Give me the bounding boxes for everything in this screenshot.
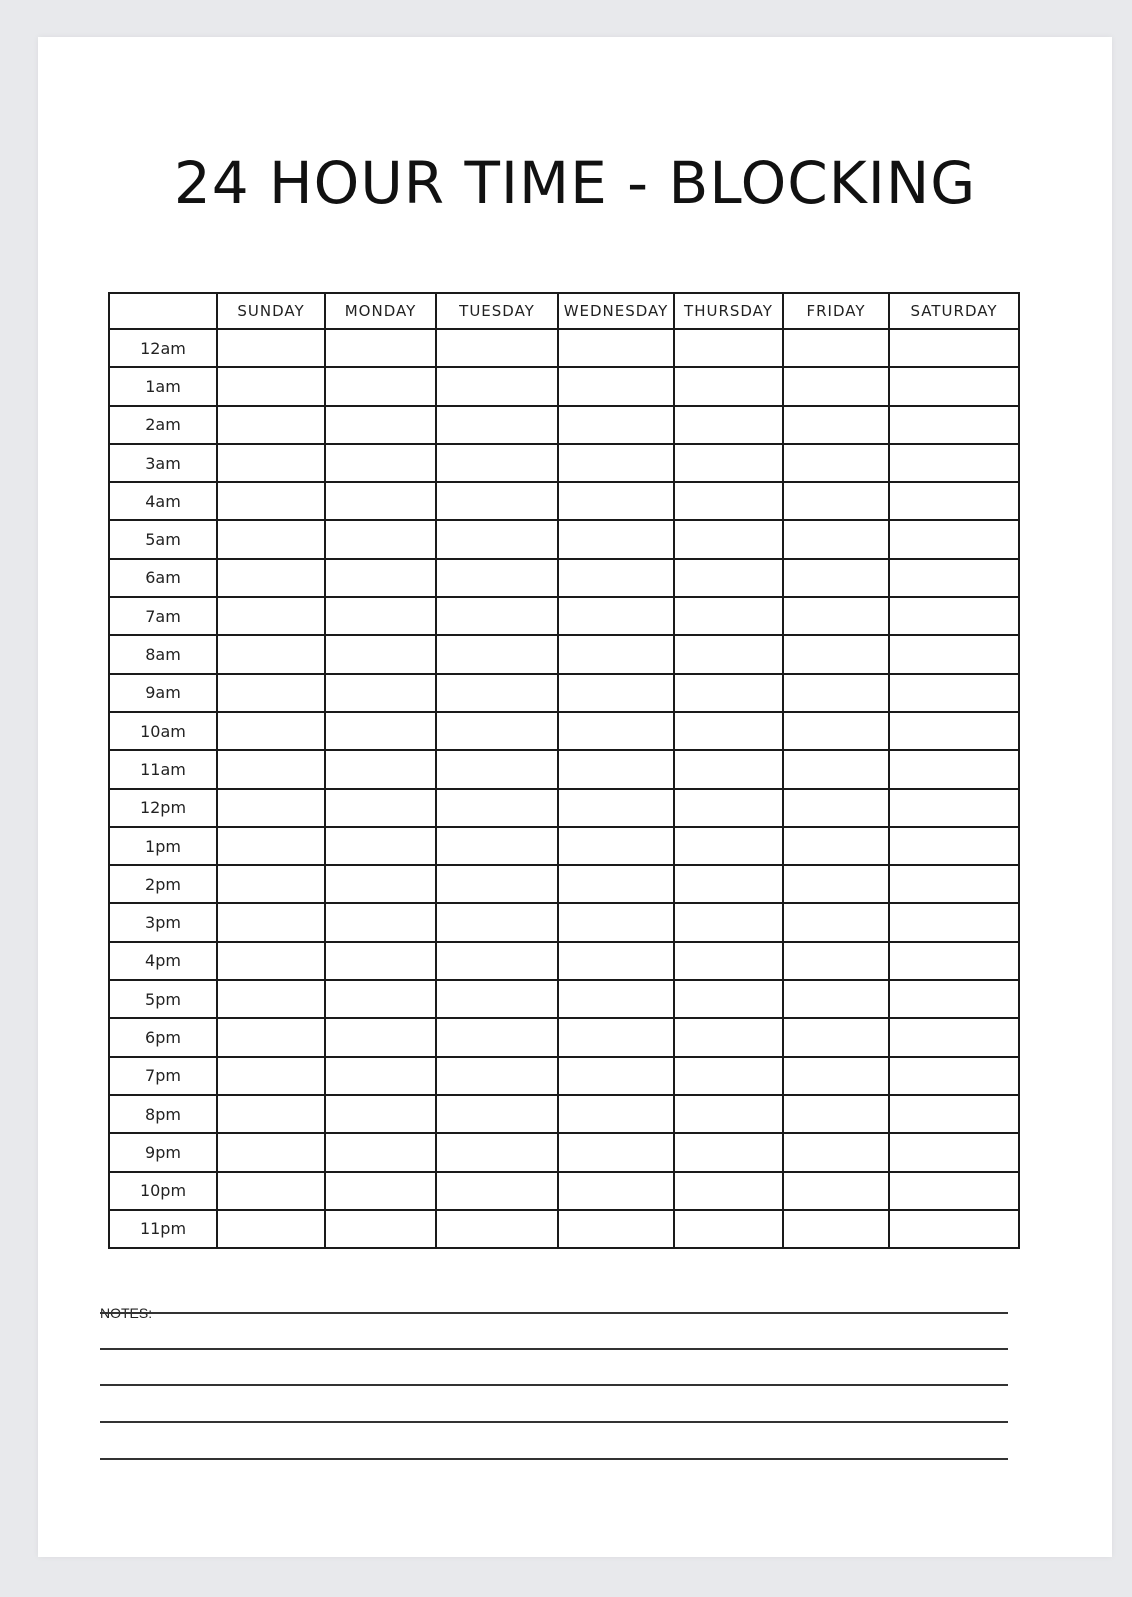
time-block-cell-sunday[interactable] xyxy=(217,674,325,712)
time-block-cell-friday[interactable] xyxy=(783,597,889,635)
time-block-cell-thursday[interactable] xyxy=(674,827,783,865)
time-block-cell-wednesday[interactable] xyxy=(558,712,674,750)
time-block-cell-tuesday[interactable] xyxy=(436,444,558,482)
time-block-cell-friday[interactable] xyxy=(783,444,889,482)
time-block-cell-thursday[interactable] xyxy=(674,329,783,367)
time-block-cell-sunday[interactable] xyxy=(217,1018,325,1056)
time-label: 11pm xyxy=(109,1210,217,1248)
time-block-cell-wednesday[interactable] xyxy=(558,674,674,712)
time-block-cell-wednesday[interactable] xyxy=(558,903,674,941)
time-block-cell-monday[interactable] xyxy=(325,827,436,865)
time-label: 9pm xyxy=(109,1133,217,1171)
time-blocking-table xyxy=(108,292,1020,1249)
time-block-cell-sunday[interactable] xyxy=(217,1172,325,1210)
time-block-cell-tuesday[interactable] xyxy=(436,597,558,635)
corner-cell xyxy=(109,293,217,329)
table-row xyxy=(109,674,1019,712)
time-block-cell-tuesday[interactable] xyxy=(436,1172,558,1210)
time-label: 6pm xyxy=(109,1018,217,1056)
table-row xyxy=(109,750,1019,788)
time-block-cell-tuesday[interactable] xyxy=(436,559,558,597)
time-block-cell-monday[interactable] xyxy=(325,674,436,712)
time-block-cell-friday[interactable] xyxy=(783,1210,889,1248)
time-block-cell-tuesday[interactable] xyxy=(436,635,558,673)
time-block-cell-sunday[interactable] xyxy=(217,482,325,520)
time-block-cell-wednesday[interactable] xyxy=(558,1133,674,1171)
time-label: 5am xyxy=(109,520,217,558)
time-block-cell-saturday[interactable] xyxy=(889,329,1019,367)
table-row xyxy=(109,865,1019,903)
time-block-cell-saturday[interactable] xyxy=(889,789,1019,827)
time-block-cell-monday[interactable] xyxy=(325,597,436,635)
time-block-cell-saturday[interactable] xyxy=(889,1095,1019,1133)
time-block-cell-wednesday[interactable] xyxy=(558,329,674,367)
time-label: 12pm xyxy=(109,789,217,827)
time-block-cell-saturday[interactable] xyxy=(889,674,1019,712)
time-block-cell-monday[interactable] xyxy=(325,1095,436,1133)
time-block-cell-monday[interactable] xyxy=(325,1057,436,1095)
time-block-cell-sunday[interactable] xyxy=(217,406,325,444)
table-row xyxy=(109,444,1019,482)
time-block-cell-thursday[interactable] xyxy=(674,1095,783,1133)
time-block-cell-tuesday[interactable] xyxy=(436,827,558,865)
time-block-cell-thursday[interactable] xyxy=(674,1172,783,1210)
time-label: 9am xyxy=(109,674,217,712)
day-header-wednesday: WEDNESDAY xyxy=(558,293,674,329)
time-block-cell-wednesday[interactable] xyxy=(558,865,674,903)
time-label: 7am xyxy=(109,597,217,635)
time-block-cell-tuesday[interactable] xyxy=(436,482,558,520)
time-block-cell-saturday[interactable] xyxy=(889,520,1019,558)
time-block-cell-saturday[interactable] xyxy=(889,1210,1019,1248)
table-row xyxy=(109,559,1019,597)
time-block-cell-thursday[interactable] xyxy=(674,903,783,941)
time-label: 4am xyxy=(109,482,217,520)
time-block-cell-tuesday[interactable] xyxy=(436,903,558,941)
time-block-cell-monday[interactable] xyxy=(325,1133,436,1171)
time-block-cell-saturday[interactable] xyxy=(889,1057,1019,1095)
table-row xyxy=(109,406,1019,444)
table-row xyxy=(109,1133,1019,1171)
time-block-cell-thursday[interactable] xyxy=(674,559,783,597)
time-block-cell-friday[interactable] xyxy=(783,559,889,597)
time-block-cell-saturday[interactable] xyxy=(889,482,1019,520)
time-block-cell-saturday[interactable] xyxy=(889,942,1019,980)
notes-line[interactable] xyxy=(100,1348,1008,1350)
day-header-friday: FRIDAY xyxy=(783,293,889,329)
time-block-cell-tuesday[interactable] xyxy=(436,329,558,367)
table-row xyxy=(109,1095,1019,1133)
table-row xyxy=(109,1210,1019,1248)
time-block-cell-friday[interactable] xyxy=(783,942,889,980)
time-block-cell-friday[interactable] xyxy=(783,1018,889,1056)
time-block-cell-friday[interactable] xyxy=(783,712,889,750)
table-row xyxy=(109,1018,1019,1056)
time-block-cell-thursday[interactable] xyxy=(674,367,783,405)
day-header-saturday: SATURDAY xyxy=(889,293,1019,329)
page-title: 24 HOUR TIME - BLOCKING xyxy=(173,149,977,217)
time-label: 7pm xyxy=(109,1057,217,1095)
time-block-cell-thursday[interactable] xyxy=(674,1018,783,1056)
time-block-cell-monday[interactable] xyxy=(325,559,436,597)
table-row xyxy=(109,1057,1019,1095)
time-label: 1pm xyxy=(109,827,217,865)
time-block-cell-saturday[interactable] xyxy=(889,1172,1019,1210)
table-row xyxy=(109,980,1019,1018)
time-block-cell-thursday[interactable] xyxy=(674,980,783,1018)
time-block-cell-monday[interactable] xyxy=(325,329,436,367)
notes-line[interactable] xyxy=(100,1458,1008,1460)
planner-sheet xyxy=(38,37,1112,1557)
time-block-cell-monday[interactable] xyxy=(325,712,436,750)
time-block-cell-thursday[interactable] xyxy=(674,1057,783,1095)
day-header-thursday: THURSDAY xyxy=(674,293,783,329)
time-block-cell-friday[interactable] xyxy=(783,482,889,520)
time-block-cell-friday[interactable] xyxy=(783,1095,889,1133)
time-block-cell-wednesday[interactable] xyxy=(558,1095,674,1133)
time-block-cell-tuesday[interactable] xyxy=(436,980,558,1018)
table-row xyxy=(109,367,1019,405)
time-block-cell-tuesday[interactable] xyxy=(436,674,558,712)
time-block-cell-monday[interactable] xyxy=(325,865,436,903)
time-block-cell-monday[interactable] xyxy=(325,1210,436,1248)
time-label: 12am xyxy=(109,329,217,367)
time-block-cell-wednesday[interactable] xyxy=(558,482,674,520)
time-block-cell-thursday[interactable] xyxy=(674,444,783,482)
time-block-cell-sunday[interactable] xyxy=(217,980,325,1018)
time-block-cell-sunday[interactable] xyxy=(217,712,325,750)
time-label: 11am xyxy=(109,750,217,788)
table-row xyxy=(109,329,1019,367)
time-block-cell-wednesday[interactable] xyxy=(558,635,674,673)
time-block-cell-wednesday[interactable] xyxy=(558,520,674,558)
time-block-cell-sunday[interactable] xyxy=(217,520,325,558)
time-block-cell-monday[interactable] xyxy=(325,1018,436,1056)
time-block-cell-thursday[interactable] xyxy=(674,406,783,444)
time-block-cell-friday[interactable] xyxy=(783,1133,889,1171)
time-block-cell-friday[interactable] xyxy=(783,903,889,941)
time-block-cell-saturday[interactable] xyxy=(889,865,1019,903)
time-block-cell-friday[interactable] xyxy=(783,1057,889,1095)
time-block-cell-saturday[interactable] xyxy=(889,1018,1019,1056)
time-block-cell-friday[interactable] xyxy=(783,980,889,1018)
time-block-cell-tuesday[interactable] xyxy=(436,520,558,558)
time-block-cell-saturday[interactable] xyxy=(889,980,1019,1018)
time-block-cell-monday[interactable] xyxy=(325,635,436,673)
time-block-cell-wednesday[interactable] xyxy=(558,1172,674,1210)
time-block-cell-sunday[interactable] xyxy=(217,1133,325,1171)
time-block-cell-wednesday[interactable] xyxy=(558,597,674,635)
table-row xyxy=(109,520,1019,558)
time-block-cell-thursday[interactable] xyxy=(674,750,783,788)
time-block-cell-sunday[interactable] xyxy=(217,942,325,980)
table-row xyxy=(109,827,1019,865)
time-block-cell-friday[interactable] xyxy=(783,827,889,865)
time-block-cell-monday[interactable] xyxy=(325,789,436,827)
notes-line[interactable] xyxy=(100,1312,1008,1314)
time-block-cell-saturday[interactable] xyxy=(889,635,1019,673)
time-block-cell-thursday[interactable] xyxy=(674,482,783,520)
time-block-cell-wednesday[interactable] xyxy=(558,1057,674,1095)
time-block-cell-thursday[interactable] xyxy=(674,942,783,980)
time-block-cell-friday[interactable] xyxy=(783,367,889,405)
time-block-cell-thursday[interactable] xyxy=(674,597,783,635)
time-block-cell-saturday[interactable] xyxy=(889,827,1019,865)
time-block-cell-saturday[interactable] xyxy=(889,903,1019,941)
notes-line[interactable] xyxy=(100,1421,1008,1423)
time-block-cell-sunday[interactable] xyxy=(217,559,325,597)
time-block-cell-friday[interactable] xyxy=(783,750,889,788)
time-block-cell-saturday[interactable] xyxy=(889,559,1019,597)
time-block-cell-sunday[interactable] xyxy=(217,635,325,673)
time-block-cell-thursday[interactable] xyxy=(674,1210,783,1248)
table-row xyxy=(109,942,1019,980)
time-block-cell-saturday[interactable] xyxy=(889,1133,1019,1171)
time-block-cell-sunday[interactable] xyxy=(217,1210,325,1248)
time-label: 8am xyxy=(109,635,217,673)
time-block-cell-monday[interactable] xyxy=(325,406,436,444)
time-block-cell-wednesday[interactable] xyxy=(558,406,674,444)
time-block-cell-wednesday[interactable] xyxy=(558,980,674,1018)
notes-line[interactable] xyxy=(100,1384,1008,1386)
time-block-cell-wednesday[interactable] xyxy=(558,827,674,865)
time-block-cell-monday[interactable] xyxy=(325,750,436,788)
table-row xyxy=(109,789,1019,827)
time-block-cell-tuesday[interactable] xyxy=(436,1210,558,1248)
time-block-cell-friday[interactable] xyxy=(783,865,889,903)
time-block-cell-tuesday[interactable] xyxy=(436,1133,558,1171)
time-block-cell-sunday[interactable] xyxy=(217,827,325,865)
time-label: 8pm xyxy=(109,1095,217,1133)
notes-label: NOTES: xyxy=(100,1305,153,1321)
table-row xyxy=(109,712,1019,750)
table-row xyxy=(109,903,1019,941)
time-label: 10pm xyxy=(109,1172,217,1210)
time-block-cell-thursday[interactable] xyxy=(674,674,783,712)
time-label: 6am xyxy=(109,559,217,597)
time-block-cell-thursday[interactable] xyxy=(674,712,783,750)
time-block-cell-monday[interactable] xyxy=(325,520,436,558)
time-block-cell-monday[interactable] xyxy=(325,903,436,941)
time-block-cell-saturday[interactable] xyxy=(889,444,1019,482)
time-block-cell-tuesday[interactable] xyxy=(436,712,558,750)
time-block-cell-monday[interactable] xyxy=(325,980,436,1018)
time-label: 2am xyxy=(109,406,217,444)
time-block-cell-monday[interactable] xyxy=(325,482,436,520)
time-block-cell-wednesday[interactable] xyxy=(558,559,674,597)
time-block-cell-sunday[interactable] xyxy=(217,444,325,482)
time-block-cell-tuesday[interactable] xyxy=(436,789,558,827)
time-block-cell-monday[interactable] xyxy=(325,942,436,980)
time-block-cell-friday[interactable] xyxy=(783,329,889,367)
table-row xyxy=(109,597,1019,635)
day-header-sunday: SUNDAY xyxy=(217,293,325,329)
time-block-cell-sunday[interactable] xyxy=(217,789,325,827)
time-block-cell-friday[interactable] xyxy=(783,520,889,558)
time-block-cell-sunday[interactable] xyxy=(217,865,325,903)
time-block-cell-tuesday[interactable] xyxy=(436,1018,558,1056)
time-label: 4pm xyxy=(109,942,217,980)
time-block-cell-saturday[interactable] xyxy=(889,597,1019,635)
time-block-cell-sunday[interactable] xyxy=(217,1095,325,1133)
time-block-cell-friday[interactable] xyxy=(783,674,889,712)
time-block-cell-tuesday[interactable] xyxy=(436,865,558,903)
time-block-cell-tuesday[interactable] xyxy=(436,1095,558,1133)
time-block-cell-tuesday[interactable] xyxy=(436,406,558,444)
time-block-cell-thursday[interactable] xyxy=(674,789,783,827)
time-block-cell-sunday[interactable] xyxy=(217,750,325,788)
time-block-cell-wednesday[interactable] xyxy=(558,1210,674,1248)
day-header-tuesday: TUESDAY xyxy=(436,293,558,329)
time-label: 3am xyxy=(109,444,217,482)
time-block-cell-tuesday[interactable] xyxy=(436,1057,558,1095)
table-row xyxy=(109,1172,1019,1210)
time-block-cell-friday[interactable] xyxy=(783,635,889,673)
time-label: 1am xyxy=(109,367,217,405)
time-block-cell-saturday[interactable] xyxy=(889,367,1019,405)
time-label: 3pm xyxy=(109,903,217,941)
time-block-cell-thursday[interactable] xyxy=(674,520,783,558)
time-label: 10am xyxy=(109,712,217,750)
time-block-cell-friday[interactable] xyxy=(783,406,889,444)
header-row xyxy=(109,293,1019,329)
time-block-cell-sunday[interactable] xyxy=(217,367,325,405)
time-label: 2pm xyxy=(109,865,217,903)
time-block-cell-wednesday[interactable] xyxy=(558,750,674,788)
time-block-cell-tuesday[interactable] xyxy=(436,750,558,788)
table-body xyxy=(109,329,1019,1248)
time-label: 5pm xyxy=(109,980,217,1018)
table-row xyxy=(109,635,1019,673)
time-block-cell-sunday[interactable] xyxy=(217,329,325,367)
time-block-cell-monday[interactable] xyxy=(325,367,436,405)
time-block-cell-tuesday[interactable] xyxy=(436,942,558,980)
time-block-cell-friday[interactable] xyxy=(783,789,889,827)
time-block-cell-wednesday[interactable] xyxy=(558,789,674,827)
time-block-cell-saturday[interactable] xyxy=(889,750,1019,788)
time-block-cell-monday[interactable] xyxy=(325,1172,436,1210)
time-block-cell-tuesday[interactable] xyxy=(436,367,558,405)
time-block-cell-thursday[interactable] xyxy=(674,635,783,673)
time-block-cell-sunday[interactable] xyxy=(217,1057,325,1095)
time-block-cell-sunday[interactable] xyxy=(217,597,325,635)
day-header-monday: MONDAY xyxy=(325,293,436,329)
time-block-cell-wednesday[interactable] xyxy=(558,367,674,405)
time-block-cell-wednesday[interactable] xyxy=(558,1018,674,1056)
time-block-cell-thursday[interactable] xyxy=(674,865,783,903)
time-block-cell-friday[interactable] xyxy=(783,1172,889,1210)
time-block-cell-saturday[interactable] xyxy=(889,406,1019,444)
time-block-cell-wednesday[interactable] xyxy=(558,444,674,482)
time-block-cell-monday[interactable] xyxy=(325,444,436,482)
time-block-cell-sunday[interactable] xyxy=(217,903,325,941)
table-row xyxy=(109,482,1019,520)
time-block-cell-wednesday[interactable] xyxy=(558,942,674,980)
time-block-cell-saturday[interactable] xyxy=(889,712,1019,750)
time-block-cell-thursday[interactable] xyxy=(674,1133,783,1171)
